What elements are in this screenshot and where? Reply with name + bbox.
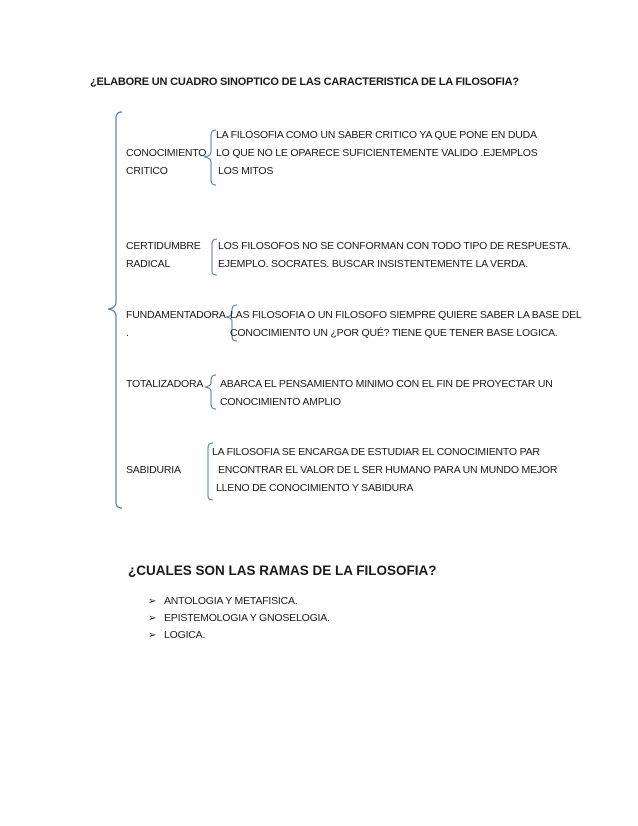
row-3-text-line-2: CONOCIMIENTO UN ¿POR QUÉ? TIENE QUE TENER BASE LOGICA.: [230, 327, 558, 339]
row-1-text-line-3: LOS MITOS: [218, 165, 274, 177]
arrow-bullet-icon: ➢: [148, 613, 157, 624]
row-4-text-line-2: CONOCIMIENTO AMPLIO: [220, 396, 341, 408]
row-bracket-4: [205, 375, 216, 409]
row-1-label-line-1: CONOCIMIENTO: [126, 147, 207, 159]
branches-title: ¿CUALES SON LAS RAMAS DE LA FILOSOFIA?: [128, 563, 437, 578]
page-title: ¿ELABORE UN CUADRO SINOPTICO DE LAS CARACTERISTICA DE LA FILOSOFIA?: [90, 76, 519, 88]
branch-label: EPISTEMOLOGIA Y GNOSELOGIA.: [164, 612, 330, 624]
branches-list: [148, 593, 330, 644]
row-1-text-line-2: LO QUE NO LE OPARECE SUFICIENTEMENTE VALIDO .EJEMPLOS: [216, 147, 538, 159]
row-3-label-line-2: .: [126, 327, 129, 339]
row-4-text-line-1: ABARCA EL PENSAMIENTO MINIMO CON EL FIN DE PROYECTAR UN: [220, 378, 553, 390]
row-2-label-line-2: RADICAL: [126, 258, 171, 270]
row-5-text-line-2: ENCONTRAR EL VALOR DE L SER HUMANO PARA UN MUNDO MEJOR: [218, 464, 558, 476]
row-1-text-line-1: LA FILOSOFIA COMO UN SABER CRITICO YA QUE PONE EN DUDA: [216, 129, 537, 141]
row-4-label-line-1: TOTALIZADORA: [126, 378, 204, 390]
row-5-text-line-3: LLENO DE CONOCIMIENTO Y SABIDURA: [216, 482, 414, 494]
list-item: [148, 627, 330, 644]
row-5-text-line-1: LA FILOSOFIA SE ENCARGA DE ESTUDIAR EL CONOCIMIENTO PAR: [212, 446, 540, 458]
row-1-label-line-2: CRITICO: [126, 165, 168, 177]
list-item: [148, 610, 330, 627]
arrow-bullet-icon: ➢: [148, 630, 157, 641]
row-2-label-line-1: CERTIDUMBRE: [126, 240, 201, 252]
branch-label: LOGICA.: [164, 629, 206, 641]
branch-label: ANTOLOGIA Y METAFISICA.: [164, 595, 298, 607]
row-5-label-line-1: SABIDURIA: [126, 464, 181, 476]
row-bracket-2: [212, 239, 217, 275]
row-3-text-line-1: LAS FILOSOFIA O UN FILOSOFO SIEMPRE QUIERE SABER LA BASE DEL: [230, 309, 582, 321]
arrow-bullet-icon: ➢: [148, 596, 157, 607]
main-bracket: [108, 112, 122, 508]
row-3-label-line-1: FUNDAMENTADORA: [126, 309, 226, 321]
list-item: [148, 593, 330, 610]
row-2-text-line-2: EJEMPLO. SOCRATES. BUSCAR INSISTENTEMENTE LA VERDA.: [218, 258, 528, 270]
row-2-text-line-1: LOS FILOSOFOS NO SE CONFORMAN CON TODO TIPO DE RESPUESTA.: [218, 240, 571, 252]
